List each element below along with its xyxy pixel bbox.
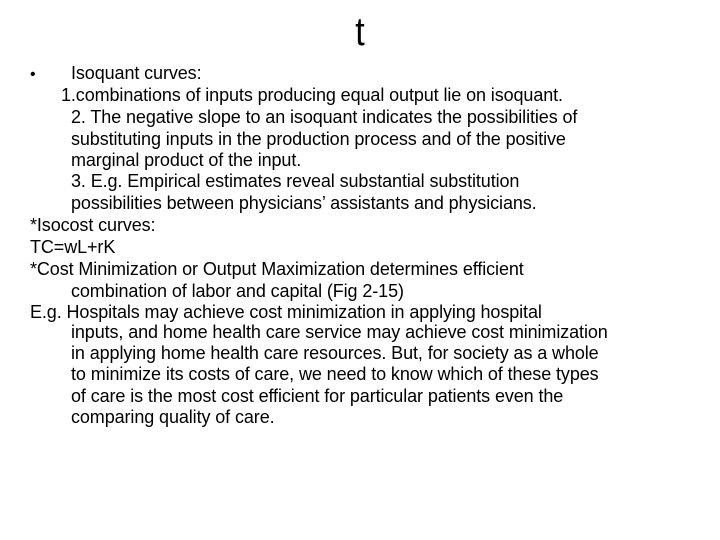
body-line: of care is the most cost efficient for particular patients even the [71, 386, 564, 406]
bullet-icon: • [30, 66, 36, 83]
body-line: 1.combinations of inputs producing equal output lie on isoquant. [61, 85, 563, 105]
body-line: 3. E.g. Empirical estimates reveal substantial substitution [71, 171, 520, 191]
body-line: combination of labor and capital (Fig 2-15) [71, 281, 404, 301]
body-line: in applying home health care resources. But, for society as a whole [71, 343, 599, 363]
body-line: E.g. Hospitals may achieve cost minimization in applying hospital [30, 302, 542, 322]
body-line: *Isocost curves: [30, 215, 156, 235]
body-line: marginal product of the input. [71, 150, 302, 170]
body-line: inputs, and home health care service may achieve cost minimization [71, 322, 608, 342]
body-line: to minimize its costs of care, we need to know which of these types [71, 364, 599, 384]
body-line: comparing quality of care. [71, 407, 275, 427]
body-line: 2. The negative slope to an isoquant indicates the possibilities of [71, 107, 578, 127]
body-line: TC=wL+rK [30, 237, 116, 257]
body-line: Isoquant curves: [71, 63, 202, 83]
body-line: possibilities between physicians’ assistants and physicians. [71, 193, 537, 213]
body-line: *Cost Minimization or Output Maximization determines efficient [30, 259, 524, 279]
body-line: substituting inputs in the production process and of the positive [71, 129, 566, 149]
slide-title: t [355, 10, 365, 54]
